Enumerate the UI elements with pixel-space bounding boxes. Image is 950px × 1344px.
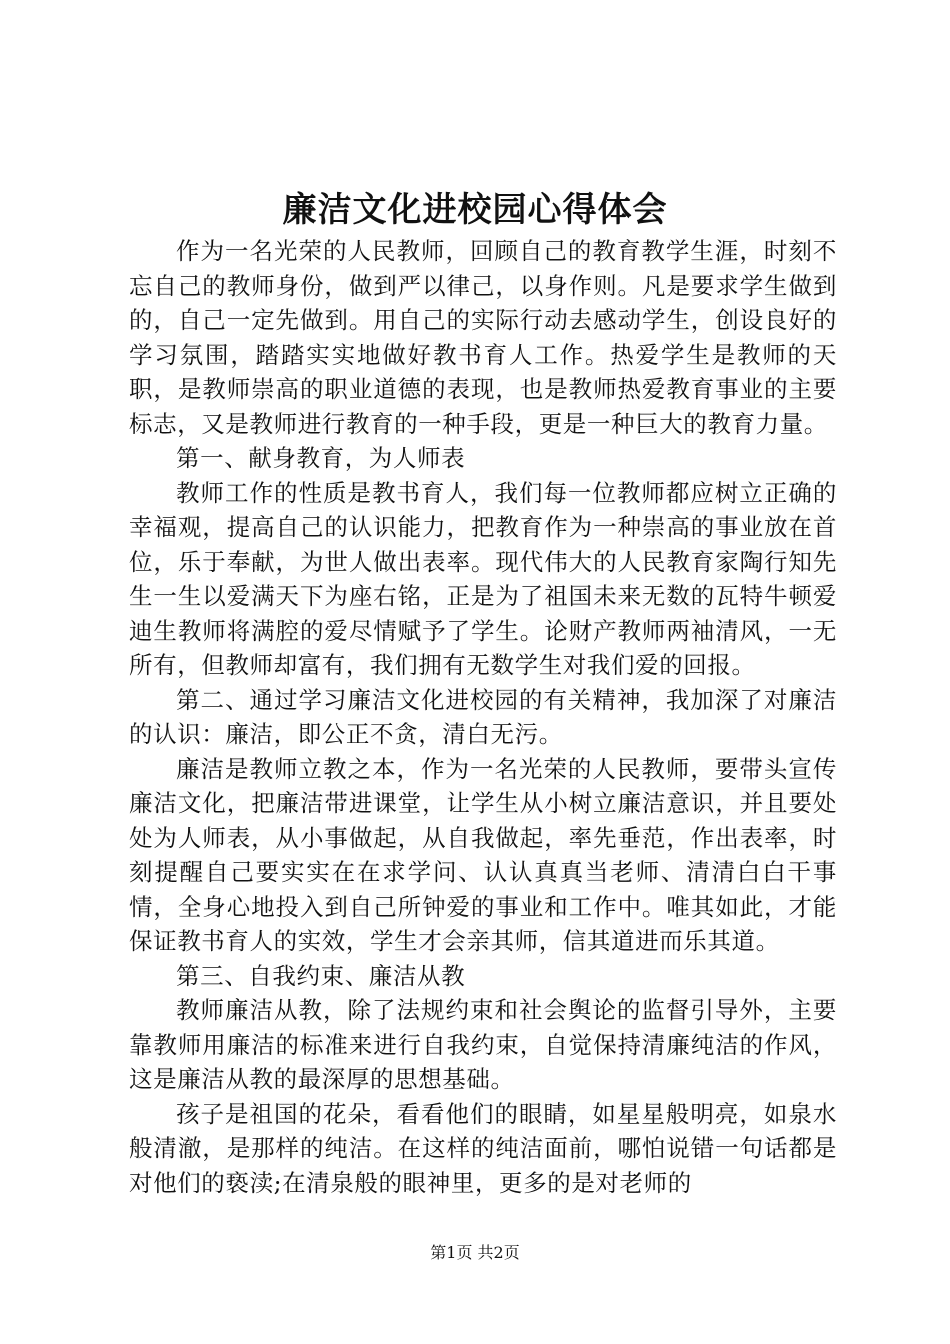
paragraph-intro: 作为一名光荣的人民教师，回顾自己的教育教学生涯，时刻不忘自己的教师身份，做到严以律己，以身作则。凡是要求学生做到的，自己一定先做到。用自己的实际行动去感动学生，创设良好的学习氛围，踏踏实实地做好教书育人工作。热爱学生是教师的天职，是教师崇高的职业道德的表现，也是教师热爱教育事业的主要标志，又是教师进行教育的一种手段，更是一种巨大的教育力量。 [129,237,837,438]
section-heading-2: 第二、通过学习廉洁文化进校园的有关精神，我加深了对廉洁的认识：廉洁，即公正不贪，清白无污。 [129,685,837,748]
document-title: 廉洁文化进校园心得体会 [282,190,668,230]
page-footer: 第1页 共2页 [430,1243,520,1262]
section-heading-3: 第三、自我约束、廉洁从教 [176,961,466,990]
paragraph-section-2: 廉洁是教师立教之本，作为一名光荣的人民教师，要带头宣传廉洁文化，把廉洁带进课堂，让学生从小树立廉洁意识，并且要处处为人师表，从小事做起，从自我做起，率先垂范，作出表率，时刻提醒自己要实实在在求学问、认认真真当老师、清清白白干事情，全身心地投入到自己所钟爱的事业和工作中。唯其如此，才能保证教书育人的实效，学生才会亲其师，信其道进而乐其道。 [129,754,837,955]
paragraph-children: 孩子是祖国的花朵，看看他们的眼睛，如星星般明亮，如泉水般清澈，是那样的纯洁。在这样的纯洁面前，哪怕说错一句话都是对他们的亵渎;在清泉般的眼神里，更多的是对老师的 [129,1099,837,1197]
paragraph-section-1: 教师工作的性质是教书育人，我们每一位教师都应树立正确的幸福观，提高自己的认识能力，把教育作为一种崇高的事业放在首位，乐于奉献，为世人做出表率。现代伟大的人民教育家陶行知先生一生以爱满天下为座右铭，正是为了祖国未来无数的瓦特牛顿爱迪生教师将满腔的爱尽情赋予了学生。论财产教师两袖清风，一无所有，但教师却富有，我们拥有无数学生对我们爱的回报。 [129,478,837,679]
section-heading-1: 第一、献身教育，为人师表 [176,444,466,472]
document-body [129,234,837,1200]
paragraph-section-3: 教师廉洁从教，除了法规约束和社会舆论的监督引导外，主要靠教师用廉洁的标准来进行自我约束，自觉保持清廉纯洁的作风，这是廉洁从教的最深厚的思想基础。 [129,996,837,1093]
